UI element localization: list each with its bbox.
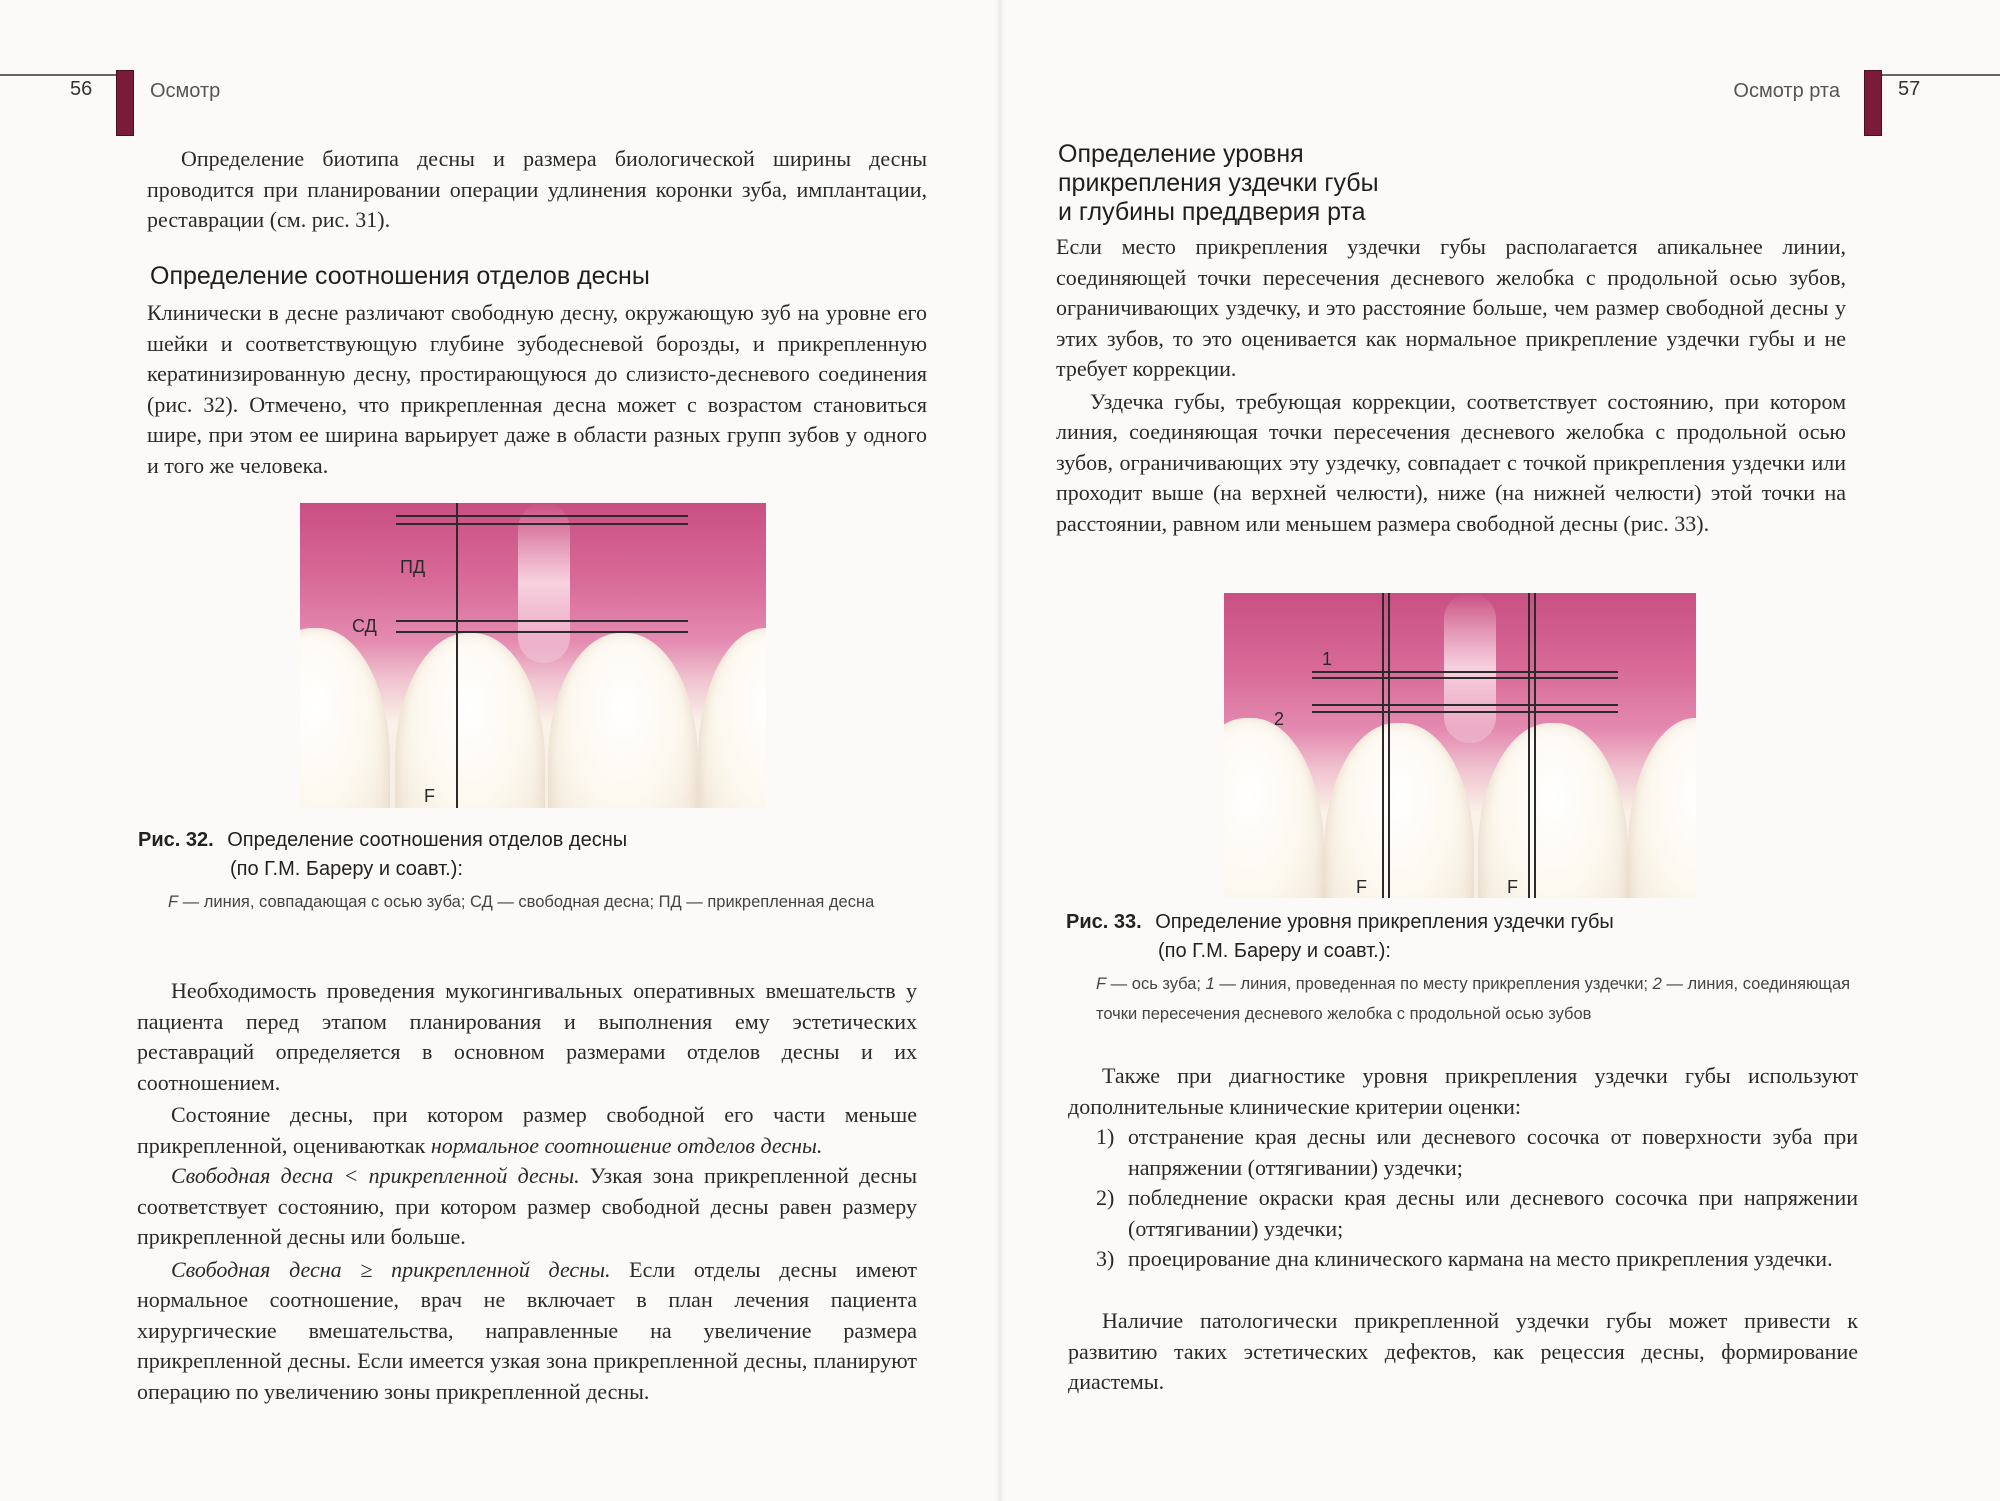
tooth-axis-line: [1534, 593, 1536, 898]
page-marker-right: [1864, 70, 1882, 136]
label-line-2: 2: [1274, 709, 1285, 729]
paragraph-mucogingival: Необходимость проведения мукогингивальных оперативных вмешательств у пациента перед этапом планирования и выполнения ему эстетических реставраций определяется в основном размерами отделов десны и их соотношением.: [137, 978, 917, 1095]
lip-frenum: [1444, 593, 1496, 743]
label-line-1: 1: [1322, 649, 1333, 669]
paragraph-frenum-correction: Уздечка губы, требующая коррекции, соответствует состоянию, при котором линия, соединяющая точки пересечения десневого желобка с продольной осью зубов, ограничивающих эту уздечку, совпадает с точкой прикрепления уздечки или проходит выше (на верхней челюсти), ниже (на нижней челюсти) этой точки на расстоянии, равном или меньшем размера свободной десны (рис. 33).: [1056, 388, 1846, 536]
tooth: [1628, 718, 1696, 898]
legend-f-symbol: F: [168, 893, 179, 911]
lip-frenum: [518, 503, 570, 663]
paragraph-normal-ratio: Состояние десны, при котором размер свободной его части меньше прикрепленной, оцениваюткак нормальное соотношение отделов десны.: [137, 1102, 917, 1158]
tooth: [698, 628, 766, 808]
tooth: [1478, 723, 1628, 898]
page-number: 56: [70, 78, 93, 100]
running-head: Осмотр рта: [1733, 80, 1840, 102]
tooth: [548, 633, 698, 808]
section-text-block: [147, 298, 927, 481]
running-head: Осмотр: [150, 80, 221, 102]
figure-33-title: Определение уровня прикрепления уздечки губы: [1155, 911, 1614, 933]
paragraph-narrow-zone: Свободная десна < прикрепленной десны. Узкая зона прикрепленной десны соответствует состоянию, при котором размер свободной десны равен размеру прикрепленной десны или больше.: [137, 1163, 917, 1249]
figure-32-caption-title: [138, 826, 958, 884]
paragraph-treatment-plan: Свободная десна ≥ прикрепленной десны. Если отделы десны имеют нормальное соотношение, врач не включает в план лечения пациента хирургические вмешательства, направленные на увеличение размера прикрепленной десны. Если имеется узкая зона прикрепленной десны, планируют операцию по увеличению зоны прикрепленной десны.: [137, 1256, 917, 1404]
figure-33-number: Рис. 33.: [1066, 911, 1142, 933]
figure-33-source: (по Г.М. Бареру и соавт.):: [1158, 940, 1391, 962]
figure-32-legend: [168, 887, 928, 917]
section-heading: Определение соотношения отделов десны: [150, 262, 650, 290]
header-rule-left: [0, 74, 118, 76]
label-tooth-axis-left: F: [1356, 877, 1367, 897]
list-item: 1) отстранение края десны или десневого сосочка от поверхности зуба при напряжении (оттягивании) уздечки;: [1096, 1124, 1858, 1180]
figure-32-number: Рис. 32.: [138, 829, 214, 851]
tooth: [395, 633, 545, 808]
section-heading: Определение уровня прикрепления уздечки губы и глубины преддверия рта: [1058, 140, 1379, 226]
section-paragraph: Клинически в десне различают свободную десну, окружающую зуб на уровне его шейки и соответствующую глубине зубодесневой борозды, и прикрепленную кератинизированную десну, простирающуюся до слизисто-десневого соединения (рис. 32). Отмечено, что прикрепленная десна может с возрастом становиться шире, при этом ее ширина варьирует даже в области разных групп зубов у одного и того же человека.: [147, 300, 927, 478]
tooth: [1224, 718, 1324, 898]
label-attached-gingiva: ПД: [400, 557, 426, 577]
frenum-attachment-line: [1312, 677, 1618, 679]
tooth-axis-line: [1382, 593, 1384, 898]
reference-line: [396, 631, 688, 633]
intro-paragraph: Определение биотипа десны и размера биологической ширины десны проводится при планировании операции удлинения коронки зуба, имплантации, реставрации (см. рис. 31).: [147, 146, 927, 232]
figure-33-caption-title: [1066, 908, 1946, 966]
tooth: [1324, 723, 1474, 898]
list-item: 2) побледнение окраски края десны или десневого сосочка при напряжении (оттягивании) уздечки;: [1096, 1185, 1858, 1241]
paragraph-pathological-frenum: Наличие патологически прикрепленной уздечки губы может привести к развитию таких эстетических дефектов, как рецессия десны, формирование диастемы.: [1068, 1308, 1858, 1394]
legend-text: — линия, совпадающая с осью зуба; СД — свободная десна; ПД — прикрепленная десна: [178, 893, 875, 911]
paragraph-normal-frenum: Если место прикрепления уздечки губы располагается апикальнее линии, соединяющей точки пересечения десневого желобка с продольной осью зубов, ограничивающих уздечку, и это расстояние больше, чем размер свободной десны у этих зубов, то это оценивается как нормальное прикрепление уздечки губы и не требует коррекции.: [1056, 234, 1846, 381]
reference-line: [396, 515, 688, 517]
sulcus-connecting-line: [1312, 711, 1618, 713]
reference-line: [396, 523, 688, 525]
lower-text-block: [137, 976, 917, 1407]
figure-33-photo: [1224, 593, 1696, 898]
reference-line: [396, 620, 688, 622]
figure-32-photo: [300, 503, 766, 808]
tooth-axis-line: [456, 503, 458, 808]
figure-32-source: (по Г.М. Бареру и соавт.):: [230, 858, 463, 880]
intro-text-block: [147, 144, 927, 236]
label-tooth-axis-right: F: [1507, 877, 1518, 897]
figure-32-title: Определение соотношения отделов десны: [227, 829, 628, 851]
page-marker-left: [116, 70, 134, 136]
page-number: 57: [1898, 78, 1921, 100]
right-criteria-intro: [1068, 1061, 1858, 1122]
frenum-attachment-line: [1312, 671, 1618, 673]
tooth-axis-line: [1528, 593, 1530, 898]
criteria-list: [1070, 1122, 1858, 1275]
label-free-gingiva: СД: [352, 616, 377, 636]
right-final-text: [1068, 1306, 1858, 1398]
list-item: 3) проецирование дна клинического кармана на место прикрепления уздечки.: [1096, 1246, 1833, 1271]
right-page: [1000, 0, 2000, 1501]
header-rule-right: [1880, 74, 2000, 76]
tooth-axis-line: [1388, 593, 1390, 898]
tooth: [300, 628, 390, 808]
figure-33-legend: F — ось зуба; 1 — линия, проведенная по месту прикрепления уздечки; 2 — линия, соединяющая точки пересечения десневого желобка с продольной осью зубов: [1096, 975, 1851, 1023]
right-upper-text: [1056, 232, 1846, 539]
sulcus-connecting-line: [1312, 704, 1618, 706]
paragraph-additional-criteria: Также при диагностике уровня прикрепления уздечки губы используют дополнительные клинические критерии оценки:: [1068, 1063, 1858, 1119]
label-tooth-axis: F: [424, 786, 435, 806]
